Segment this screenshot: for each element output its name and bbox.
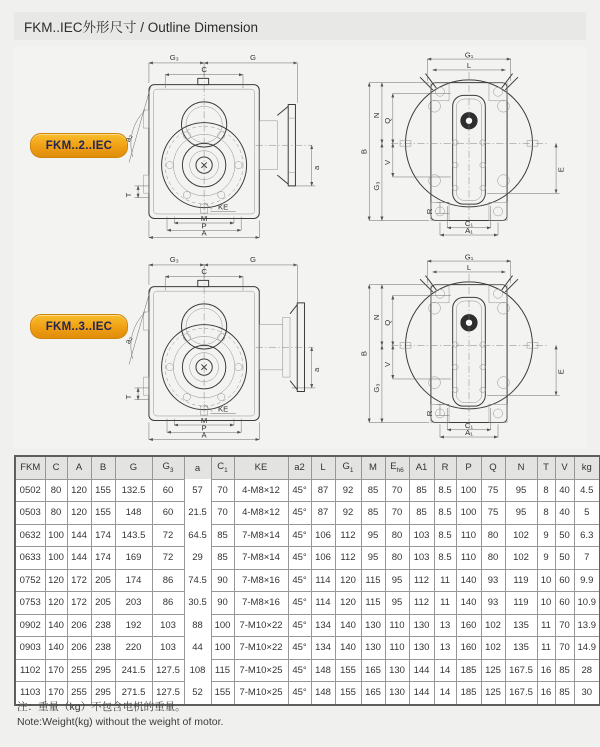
table-cell: 4.5 [574,479,600,502]
table-cell: 112 [409,569,434,592]
table-cell: 45° [288,637,311,660]
table-row [15,659,600,682]
table-cell: 86 [152,592,184,615]
table-cell: 45° [288,502,311,525]
table-cell: 7-M8×14 [234,524,288,547]
table-cell: 90 [211,569,234,592]
table-cell: 110 [385,637,409,660]
table-cell: 172 [67,592,91,615]
table-cell: 160 [456,614,481,637]
table-cell: 7-M10×25 [234,659,288,682]
table-cell: 110 [456,547,481,570]
table-cell: 50 [555,547,574,570]
table-cell: 30.5 [184,592,211,615]
table-cell: 115 [211,659,234,682]
table-cell: 14 [434,682,456,705]
table-cell: 87 [311,502,335,525]
table-cell: 238 [91,614,115,637]
table-cell: 4-M8×12 [234,479,288,502]
column-header: $G_1$ [335,456,361,479]
table-cell: 80 [385,524,409,547]
column-header: KE [234,456,288,479]
table-cell: 255 [67,659,91,682]
table-cell: 8.5 [434,524,456,547]
table-cell: 120 [67,479,91,502]
table-cell: 85 [361,479,385,502]
model-cell: 0503 [15,502,45,525]
table-cell: 70 [385,479,409,502]
table-cell: 130 [409,614,434,637]
table-cell: 170 [45,682,67,705]
table-cell: 93 [481,569,505,592]
table-body [15,479,600,705]
table-cell: 165 [361,682,385,705]
table-row [15,524,600,547]
table-cell: 140 [45,614,67,637]
table-cell: 174 [115,569,152,592]
table-cell: 112 [335,547,361,570]
table-cell: 11 [537,637,555,660]
dimension-table [14,455,600,706]
model-cell: 0902 [15,614,45,637]
table-cell: 241.5 [115,659,152,682]
column-header: $G_3$ [152,456,184,479]
table-cell: 11 [537,614,555,637]
table-cell: 8 [537,502,555,525]
table-cell: 120 [335,569,361,592]
model-cell: 1102 [15,659,45,682]
dimension-table-wrap [14,455,596,706]
table-cell: 127.5 [152,682,184,705]
table-cell: 120 [67,502,91,525]
table-row [15,614,600,637]
table-cell: 155 [211,682,234,705]
table-cell: 95 [505,479,537,502]
table-cell: 134 [311,637,335,660]
table-cell: 205 [91,569,115,592]
table-cell: 9 [537,524,555,547]
table-cell: 87 [311,479,335,502]
table-cell: 130 [361,637,385,660]
table-cell: 45° [288,479,311,502]
table-row [15,547,600,570]
table-row [15,479,600,502]
table-cell: 10 [537,569,555,592]
table-cell: 80 [481,524,505,547]
table-cell: 60 [555,592,574,615]
column-header: R [434,456,456,479]
table-cell: 8 [537,479,555,502]
table-cell: 45° [288,592,311,615]
side-view-drawing-fkm2 [120,50,328,245]
table-cell: 7-M8×16 [234,592,288,615]
table-cell: 114 [311,569,335,592]
table-cell: 100 [211,637,234,660]
table-cell: 11 [434,592,456,615]
table-cell: 130 [361,614,385,637]
model-cell: 0903 [15,637,45,660]
table-cell: 28 [574,659,600,682]
footer-notes [17,700,223,729]
table-cell: 45° [288,682,311,705]
table-cell: 238 [91,637,115,660]
column-header: C [45,456,67,479]
table-cell: 102 [481,614,505,637]
column-header: V [555,456,574,479]
table-cell: 8.5 [434,479,456,502]
table-cell: 45° [288,569,311,592]
table-cell: 80 [481,547,505,570]
table-cell: 10.9 [574,592,600,615]
table-cell: 144 [409,682,434,705]
table-cell: 44 [184,637,211,660]
table-cell: 75 [481,479,505,502]
table-cell: 120 [45,592,67,615]
table-cell: 120 [45,569,67,592]
table-cell: 16 [537,682,555,705]
table-cell: 255 [67,682,91,705]
table-cell: 106 [311,524,335,547]
table-row [15,502,600,525]
table-cell: 174 [91,524,115,547]
table-cell: 64.5 [184,524,211,547]
table-cell: 45° [288,547,311,570]
table-cell: 140 [456,592,481,615]
table-head [15,456,600,479]
table-cell: 170 [45,659,67,682]
table-cell: 148 [311,682,335,705]
table-cell: 144 [67,524,91,547]
table-cell: 103 [152,637,184,660]
side-view-drawing-fkm3 [120,252,328,447]
table-cell: 271.5 [115,682,152,705]
table-cell: 103 [409,547,434,570]
table-cell: 100 [456,502,481,525]
table-cell: 295 [91,682,115,705]
table-cell: 130 [409,637,434,660]
model-cell: 0752 [15,569,45,592]
table-cell: 52 [184,682,211,705]
table-cell: 85 [409,479,434,502]
column-header: G [115,456,152,479]
table-cell: 144 [409,659,434,682]
table-cell: 110 [456,524,481,547]
table-cell: 92 [335,502,361,525]
table-cell: 60 [152,502,184,525]
table-cell: 160 [456,637,481,660]
table-cell: 100 [45,547,67,570]
motor-adapter-long [256,303,314,392]
table-cell: 185 [456,682,481,705]
table-cell: 130 [385,682,409,705]
table-cell: 11 [434,569,456,592]
table-cell: 155 [91,502,115,525]
column-header: a2 [288,456,311,479]
note-en: Note:Weight(kg) without the weight of motor. [17,715,224,728]
table-cell: 92 [335,479,361,502]
column-header: P [456,456,481,479]
table-cell: 30 [574,682,600,705]
table-cell: 70 [555,614,574,637]
table-cell: 102 [481,637,505,660]
column-header: A1 [409,456,434,479]
table-cell: 14.9 [574,637,600,660]
column-header: T [537,456,555,479]
table-cell: 110 [385,614,409,637]
table-cell: 120 [335,592,361,615]
table-cell: 206 [67,614,91,637]
model-cell: 0632 [15,524,45,547]
table-cell: 86 [152,569,184,592]
table-cell: 72 [152,524,184,547]
table-cell: 134 [311,614,335,637]
model-cell: 0753 [15,592,45,615]
column-header: $E_{h6}$ [385,456,409,479]
note-zh: 注：重量（kg）不包含电机的重量。 [17,701,186,713]
table-cell: 220 [115,637,152,660]
series-badge-fkm3-label: FKM..3..IEC [45,320,113,333]
table-cell: 7-M8×14 [234,547,288,570]
table-cell: 174 [91,547,115,570]
table-cell: 112 [409,592,434,615]
front-view-drawing-fkm2 [360,50,578,245]
table-cell: 114 [311,592,335,615]
table-cell: 13 [434,637,456,660]
column-header: FKM [15,456,45,479]
table-cell: 169 [115,547,152,570]
table-cell: 8.5 [434,502,456,525]
table-cell: 127.5 [152,659,184,682]
table-cell: 148 [311,659,335,682]
table-cell: 95 [385,569,409,592]
table-cell: 88 [184,614,211,637]
table-cell: 4-M8×12 [234,502,288,525]
page-title-text: FKM..IEC外形尺寸 / Outline Dimension [24,20,259,35]
table-cell: 9.9 [574,569,600,592]
table-cell: 185 [456,659,481,682]
table-cell: 80 [45,479,67,502]
column-header: L [311,456,335,479]
table-cell: 90 [211,592,234,615]
table-cell: 50 [555,524,574,547]
table-cell: 40 [555,502,574,525]
table-cell: 7-M10×25 [234,682,288,705]
column-header: Q [481,456,505,479]
table-row [15,637,600,660]
table-cell: 60 [555,569,574,592]
table-cell: 108 [184,659,211,682]
model-cell: 1103 [15,682,45,705]
table-cell: 70 [211,502,234,525]
table-row [15,592,600,615]
table-cell: 16 [537,659,555,682]
series-badge-fkm2-label: FKM..2..IEC [45,139,113,152]
table-cell: 60 [152,479,184,502]
table-cell: 140 [335,614,361,637]
table-cell: 165 [361,659,385,682]
table-cell: 80 [385,547,409,570]
column-header: M [361,456,385,479]
table-cell: 172 [67,569,91,592]
table-cell: 29 [184,547,211,570]
table-cell: 155 [335,682,361,705]
table-cell: 144 [67,547,91,570]
column-header: kg [574,456,600,479]
table-cell: 125 [481,682,505,705]
table-cell: 10 [537,592,555,615]
table-cell: 13.9 [574,614,600,637]
table-cell: 5 [574,502,600,525]
table-cell: 102 [505,547,537,570]
table-cell: 7-M10×22 [234,637,288,660]
model-cell: 0502 [15,479,45,502]
motor-adapter-short [256,105,312,186]
table-cell: 155 [335,659,361,682]
column-header: A [67,456,91,479]
table-cell: 95 [361,547,385,570]
table-cell: 115 [361,592,385,615]
table-cell: 102 [505,524,537,547]
table-cell: 57 [184,479,211,502]
table-cell: 85 [555,659,574,682]
table-cell: 70 [385,502,409,525]
table-cell: 70 [555,637,574,660]
table-cell: 140 [456,569,481,592]
table-cell: 167.5 [505,682,537,705]
table-cell: 100 [45,524,67,547]
table-cell: 7-M8×16 [234,569,288,592]
table-cell: 103 [152,614,184,637]
table-cell: 6.3 [574,524,600,547]
table-cell: 80 [45,502,67,525]
table-cell: 155 [91,479,115,502]
table-cell: 7 [574,547,600,570]
column-header: $C_1$ [211,456,234,479]
table-cell: 45° [288,659,311,682]
table-cell: 100 [456,479,481,502]
model-cell: 0633 [15,547,45,570]
table-cell: 85 [211,524,234,547]
table-cell: 295 [91,659,115,682]
table-cell: 167.5 [505,659,537,682]
table-cell: 45° [288,524,311,547]
table-cell: 135 [505,637,537,660]
table-cell: 95 [385,592,409,615]
table-cell: 100 [211,614,234,637]
table-cell: 206 [67,637,91,660]
table-cell: 143.5 [115,524,152,547]
table-cell: 14 [434,659,456,682]
table-cell: 112 [335,524,361,547]
table-row [15,569,600,592]
table-cell: 85 [361,502,385,525]
table-cell: 148 [115,502,152,525]
table-cell: 125 [481,659,505,682]
table-cell: 95 [361,524,385,547]
column-header: N [505,456,537,479]
table-cell: 115 [361,569,385,592]
table-cell: 135 [505,614,537,637]
table-cell: 45° [288,614,311,637]
column-header: a [184,456,211,479]
front-view-drawing-fkm3 [360,252,578,447]
table-cell: 70 [211,479,234,502]
series-badge-fkm3 [30,314,128,339]
series-badge-fkm2 [30,133,128,158]
table-cell: 130 [385,659,409,682]
table-cell: 21.5 [184,502,211,525]
table-cell: 103 [409,524,434,547]
table-cell: 93 [481,592,505,615]
table-cell: 9 [537,547,555,570]
table-cell: 192 [115,614,152,637]
table-cell: 106 [311,547,335,570]
table-cell: 85 [555,682,574,705]
page-title [14,12,586,40]
table-cell: 74.5 [184,569,211,592]
table-cell: 119 [505,592,537,615]
table-cell: 13 [434,614,456,637]
table-cell: 85 [409,502,434,525]
table-cell: 119 [505,569,537,592]
table-cell: 95 [505,502,537,525]
table-cell: 85 [211,547,234,570]
table-cell: 205 [91,592,115,615]
table-cell: 140 [335,637,361,660]
table-cell: 75 [481,502,505,525]
table-cell: 7-M10×22 [234,614,288,637]
table-cell: 8.5 [434,547,456,570]
table-cell: 72 [152,547,184,570]
table-cell: 203 [115,592,152,615]
table-cell: 132.5 [115,479,152,502]
table-cell: 140 [45,637,67,660]
table-cell: 40 [555,479,574,502]
column-header: B [91,456,115,479]
